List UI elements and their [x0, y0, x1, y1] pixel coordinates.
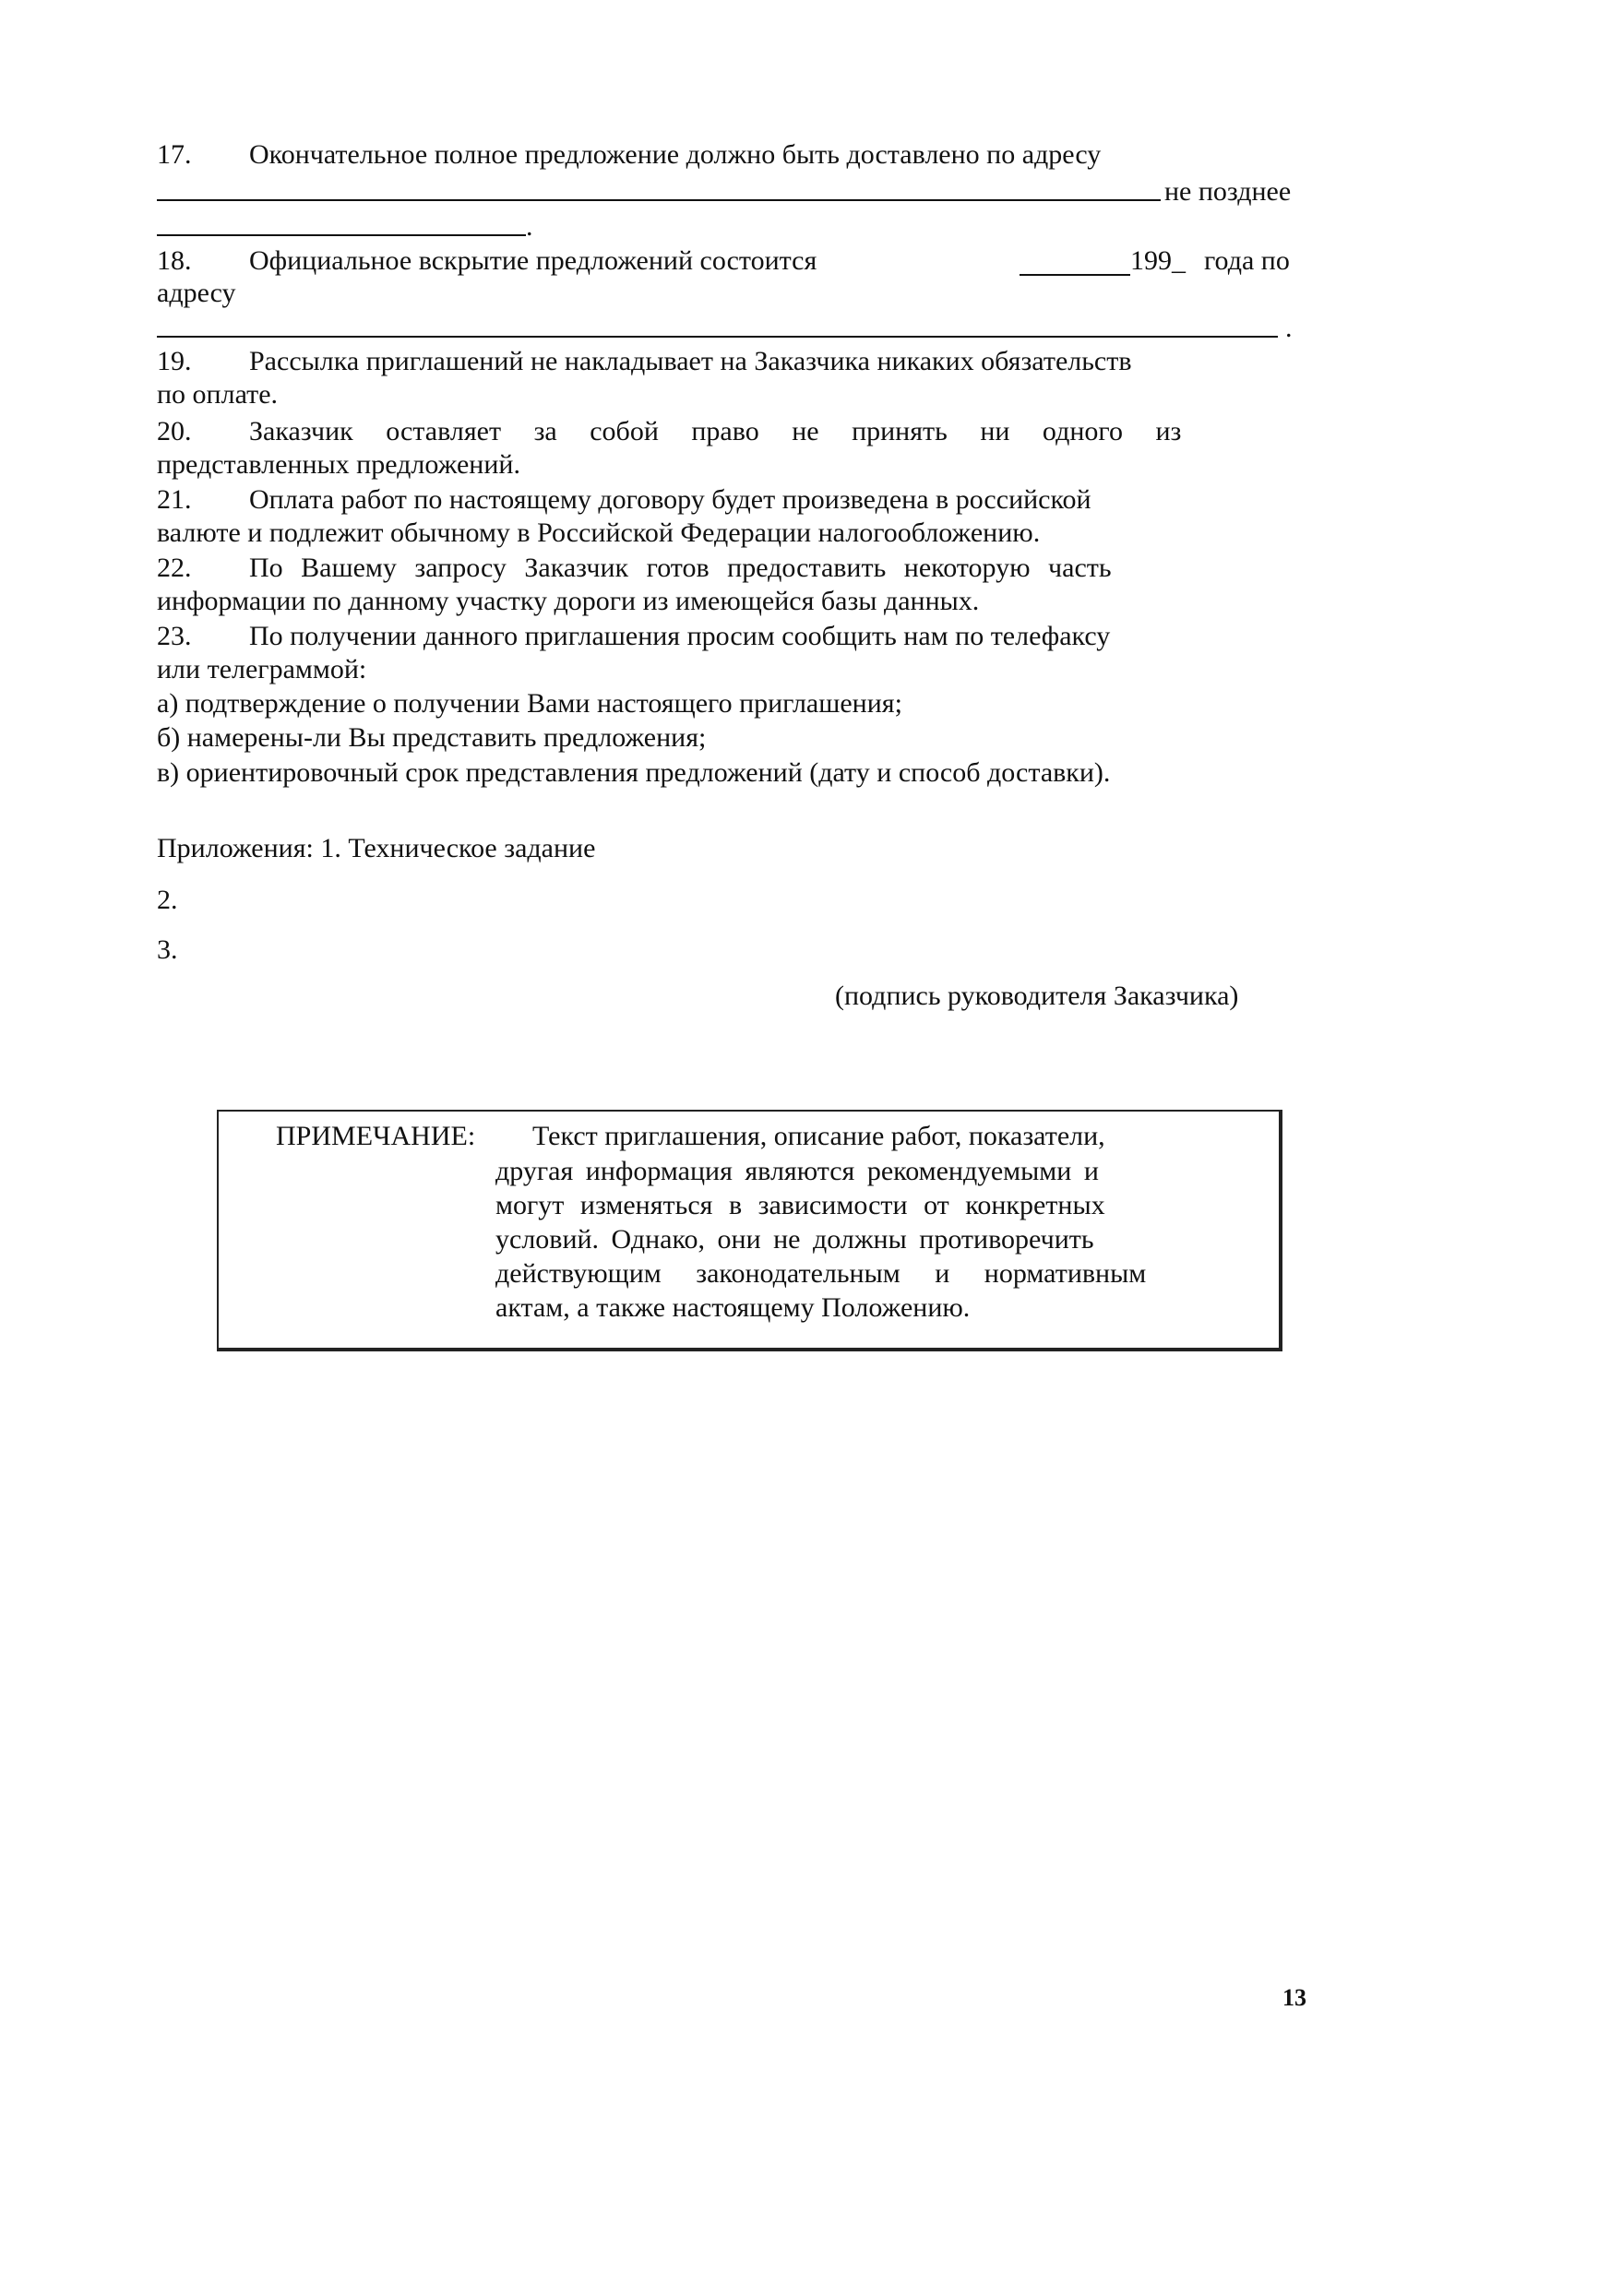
customer-signature-caption: (подпись руководителя Заказчика) — [835, 981, 1239, 1011]
item-23-option-b: б) намерены-ли Вы представить предложения; — [157, 722, 707, 753]
item-17-deadline-label: не позднее — [1164, 176, 1292, 207]
item-20-line2: представленных предложений. — [157, 449, 520, 480]
note-box — [217, 1110, 1282, 1351]
item-21-line1: Оплата работ по настоящему договору будет произведена в российской — [249, 484, 1091, 515]
item-17-number: 17. — [157, 139, 192, 170]
note-line-1: Текст приглашения, описание работ, показатели, — [532, 1121, 1105, 1151]
item-20-line1: Заказчик оставляет за собой право не принять ни одного из — [249, 416, 1182, 446]
item-22-number: 22. — [157, 553, 192, 583]
item-23-line2: или телеграммой: — [157, 654, 367, 684]
note-line-3: могут изменяться в зависимости от конкретных — [495, 1190, 1105, 1220]
item-21-number: 21. — [157, 484, 192, 515]
item-23-line1: По получении данного приглашения просим сообщить нам по телефаксу — [249, 621, 1111, 651]
item-18-period: . — [1285, 313, 1293, 343]
item-21-line2: валюте и подлежит обычному в Российской Федерации налогообложению. — [157, 517, 1041, 548]
note-label: ПРИМЕЧАНИЕ: — [276, 1121, 476, 1151]
item-22-line2: информации по данному участку дороги из имеющейся базы данных. — [157, 586, 980, 616]
item-17-date-blank — [157, 234, 526, 236]
item-23-number: 23. — [157, 621, 192, 651]
item-18-number: 18. — [157, 245, 192, 276]
note-line-5: действующим законодательным и нормативным — [495, 1258, 1147, 1289]
note-line-6: актам, а также настоящему Положению. — [495, 1292, 971, 1323]
attachments-label: Приложения: 1. Техническое задание — [157, 833, 596, 863]
attachment-item-2: 2. — [157, 885, 178, 915]
item-18-text-tail: года по — [1204, 245, 1290, 276]
item-23-option-c: в) ориентировочный срок представления предложений (дату и способ доставки). — [157, 757, 1111, 788]
item-17-period: . — [526, 211, 533, 242]
item-19-line2: по оплате. — [157, 379, 279, 410]
item-18-address-blank — [157, 336, 1278, 338]
item-17-text: Окончательное полное предложение должно быть доставлено по адресу — [249, 139, 1102, 170]
item-18-date-blank — [1020, 274, 1130, 276]
item-19-number: 19. — [157, 346, 192, 376]
note-line-2: другая информация являются рекомендуемыми и — [495, 1156, 1099, 1186]
item-17-address-blank — [157, 199, 1161, 201]
page-number: 13 — [1282, 1984, 1306, 2011]
note-line-4: условий. Однако, они не должны противоречить — [495, 1224, 1094, 1255]
item-19-line1: Рассылка приглашений не накладывает на Заказчика никаких обязательств — [249, 346, 1132, 376]
item-20-number: 20. — [157, 416, 192, 446]
item-22-line1: По Вашему запросу Заказчик готов предоставить некоторую часть — [249, 553, 1112, 583]
item-18-year: 199_ — [1130, 245, 1186, 276]
item-23-option-a: а) подтверждение о получении Вами настоящего приглашения; — [157, 688, 902, 719]
attachment-item-3: 3. — [157, 934, 178, 965]
item-18-address-label: адресу — [157, 278, 236, 308]
item-18-text: Официальное вскрытие предложений состоится — [249, 245, 817, 276]
